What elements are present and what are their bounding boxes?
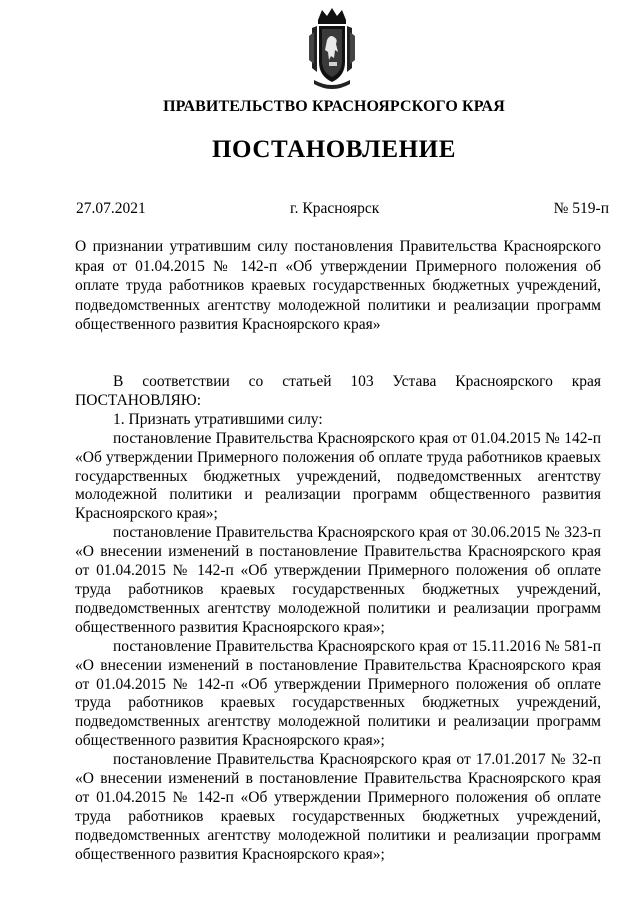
resolve-heading: ПОСТАНОВЛЯЮ: <box>75 391 202 409</box>
preamble-line: В соответствии со статьей 103 Устава Красноярского края <box>113 373 601 390</box>
government-name: ПРАВИТЕЛЬСТВО КРАСНОЯРСКОГО КРАЯ <box>163 98 505 115</box>
document-city: г. Красноярск <box>290 200 380 217</box>
item-1-heading: 1. Признать утратившими силу: <box>113 410 323 428</box>
repealed-act-paragraph: постановление Правительства Красноярского края от 15.11.2016 № 581-п «О внесении изменений в постановление Правительства Красноярского края от 01.04.2015 № 142-п «Об утверждении Примерного положения об оплате труда работников краевых государственных бюджетных учреждений, подведомственных агентству молодежной политики и реализации программ общественного развития Красноярского края»; <box>75 637 601 750</box>
document-type-heading: ПОСТАНОВЛЕНИЕ <box>211 136 457 163</box>
document-subject: О признании утратившим силу постановления Правительства Красноярского края от 01.04.2015 № 142-п «Об утверждении Примерного положения об оплате труда работников краевых государственных бюджетных учреждений, подведомственных агентству молодежной политики и реализации программ общественного развития Красноярского края» <box>75 238 601 333</box>
document-number: № 519-п <box>553 200 609 217</box>
repealed-act-paragraph: постановление Правительства Красноярского края от 17.01.2017 № 32-п «О внесении изменений в постановление Правительства Красноярского края от 01.04.2015 № 142-п «Об утверждении Примерного положения об оплате труда работников краевых государственных бюджетных учреждений, подведомственных агентству молодежной политики и реализации программ общественного развития Красноярского края»; <box>75 751 601 863</box>
repealed-act-paragraph: постановление Правительства Красноярского края от 01.04.2015 № 142-п «Об утверждении Примерного положения об оплате труда работников краевых государственных бюджетных учреждений, подведомственных агентству молодежной политики и реализации программ общественного развития Красноярского края»; <box>75 429 601 523</box>
repealed-act-paragraph: постановление Правительства Красноярского края от 30.06.2015 № 323-п «О внесении изменений в постановление Правительства Красноярского края от 01.04.2015 № 142-п «Об утверждении Примерного положения об оплате труда работников краевых государственных бюджетных учреждений, подведомственных агентству молодежной политики и реализации программ общественного развития Красноярского края»; <box>75 524 601 636</box>
document-date: 27.07.2021 <box>76 200 146 217</box>
krasnoyarsk-coat-of-arms-icon <box>308 6 356 90</box>
document-body <box>75 373 601 865</box>
